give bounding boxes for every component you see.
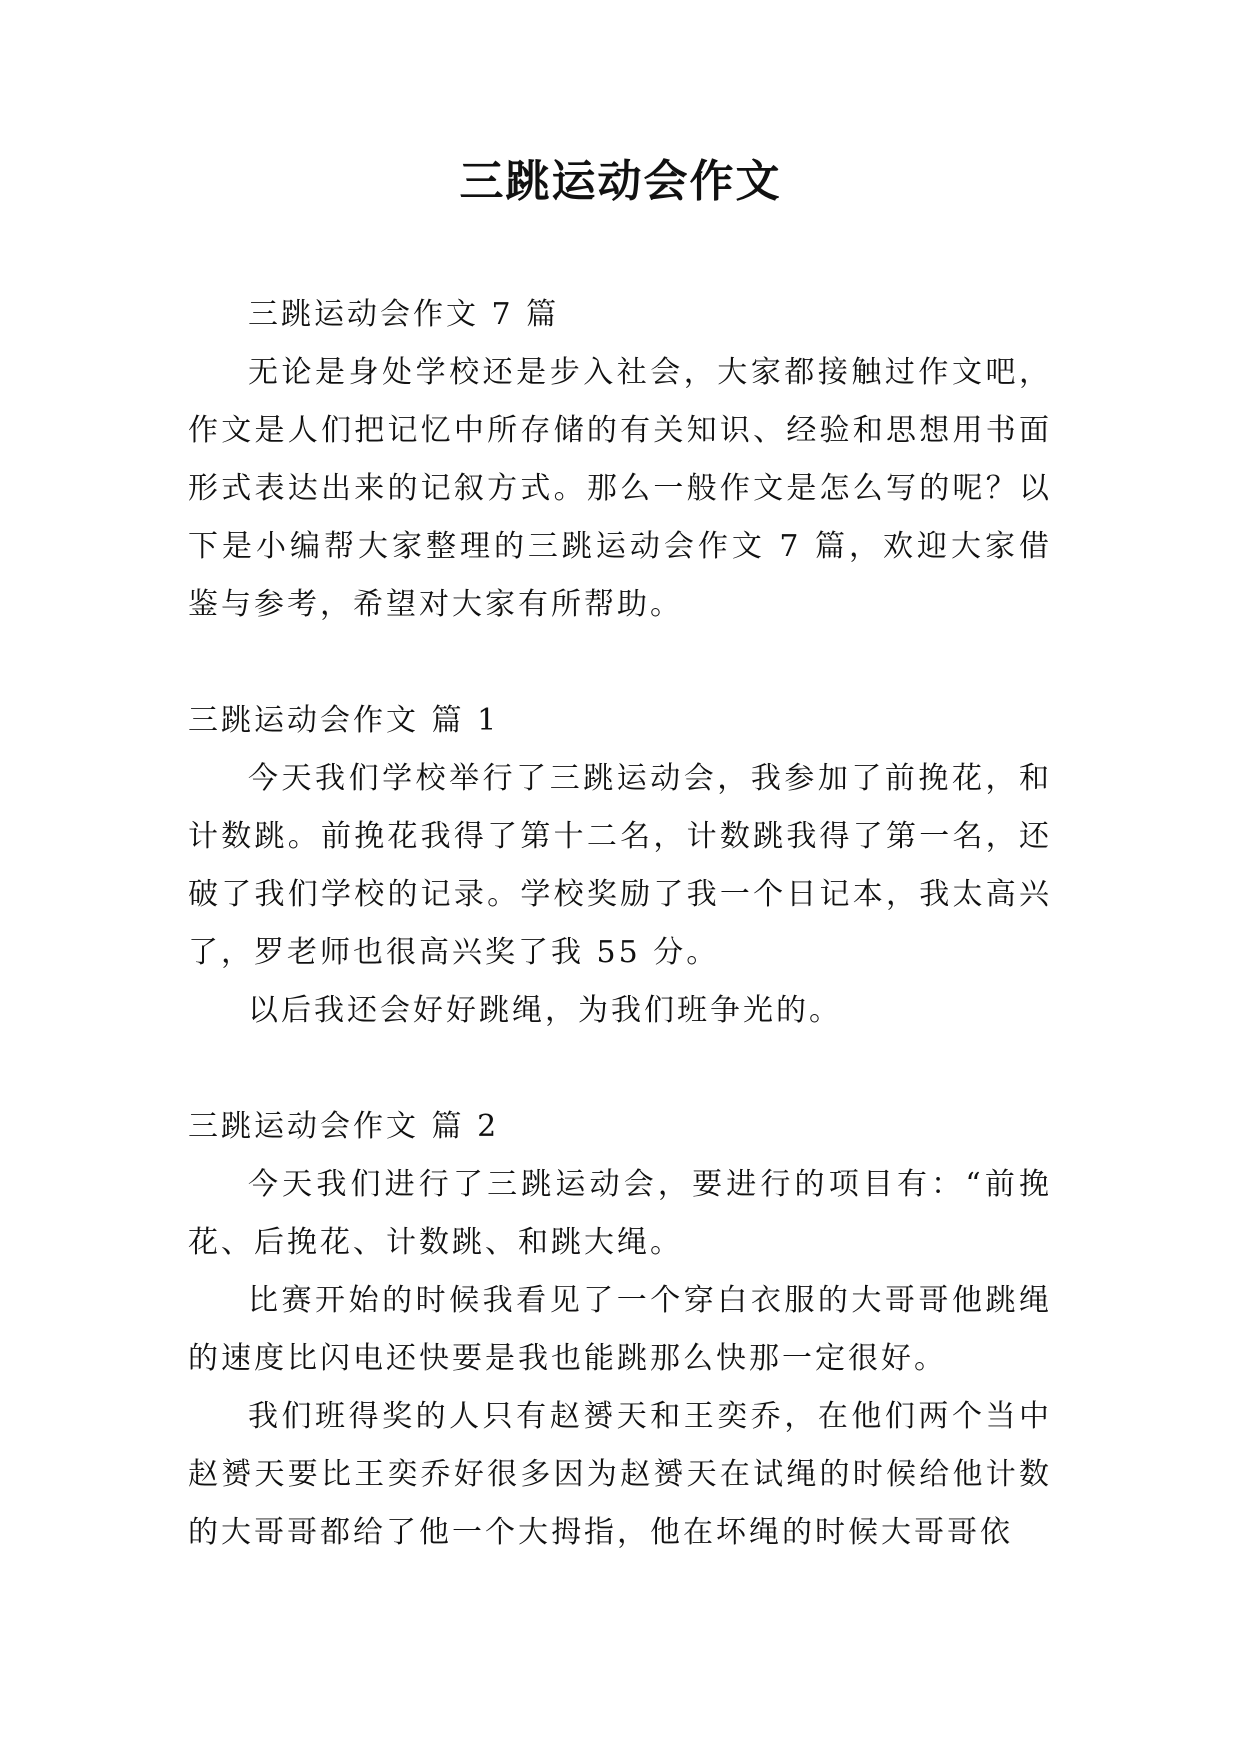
section-1-paragraph-1: 今天我们学校举行了三跳运动会，我参加了前挽花，和计数跳。前挽花我得了第十二名，计数跳我得了第一名，还破了我们学校的记录。学校奖励了我一个日记本，我太高兴了，罗老师也很高兴奖了我 55 分。 bbox=[188, 761, 1052, 970]
section-2-paragraph-2: 比赛开始的时候我看见了一个穿白衣服的大哥哥他跳绳的速度比闪电还快要是我也能跳那么快那一定很好。 bbox=[188, 1283, 1052, 1376]
document-body bbox=[188, 286, 1052, 1562]
section-1-paragraph-2: 以后我还会好好跳绳，为我们班争光的。 bbox=[248, 993, 842, 1028]
intro-paragraph: 无论是身处学校还是步入社会，大家都接触过作文吧，作文是人们把记忆中所存储的有关知识、经验和思想用书面形式表达出来的记叙方式。那么一般作文是怎么写的呢？以下是小编帮大家整理的三跳运动会作文 7 篇，欢迎大家借鉴与参考，希望对大家有所帮助。 bbox=[188, 355, 1052, 622]
section-heading-2: 三跳运动会作文 篇 2 bbox=[188, 1109, 500, 1144]
document-subtitle: 三跳运动会作文 7 篇 bbox=[248, 297, 560, 332]
document-title: 三跳运动会作文 bbox=[459, 156, 782, 207]
section-2-paragraph-3: 我们班得奖的人只有赵赟天和王奕乔，在他们两个当中赵赟天要比王奕乔好很多因为赵赟天在试绳的时候给他计数的大哥哥都给了他一个大拇指，他在坏绳的时候大哥哥依 bbox=[188, 1399, 1052, 1550]
section-heading-1: 三跳运动会作文 篇 1 bbox=[188, 703, 500, 738]
section-2-paragraph-1: 今天我们进行了三跳运动会，要进行的项目有：“前挽花、后挽花、计数跳、和跳大绳。 bbox=[188, 1167, 1052, 1260]
